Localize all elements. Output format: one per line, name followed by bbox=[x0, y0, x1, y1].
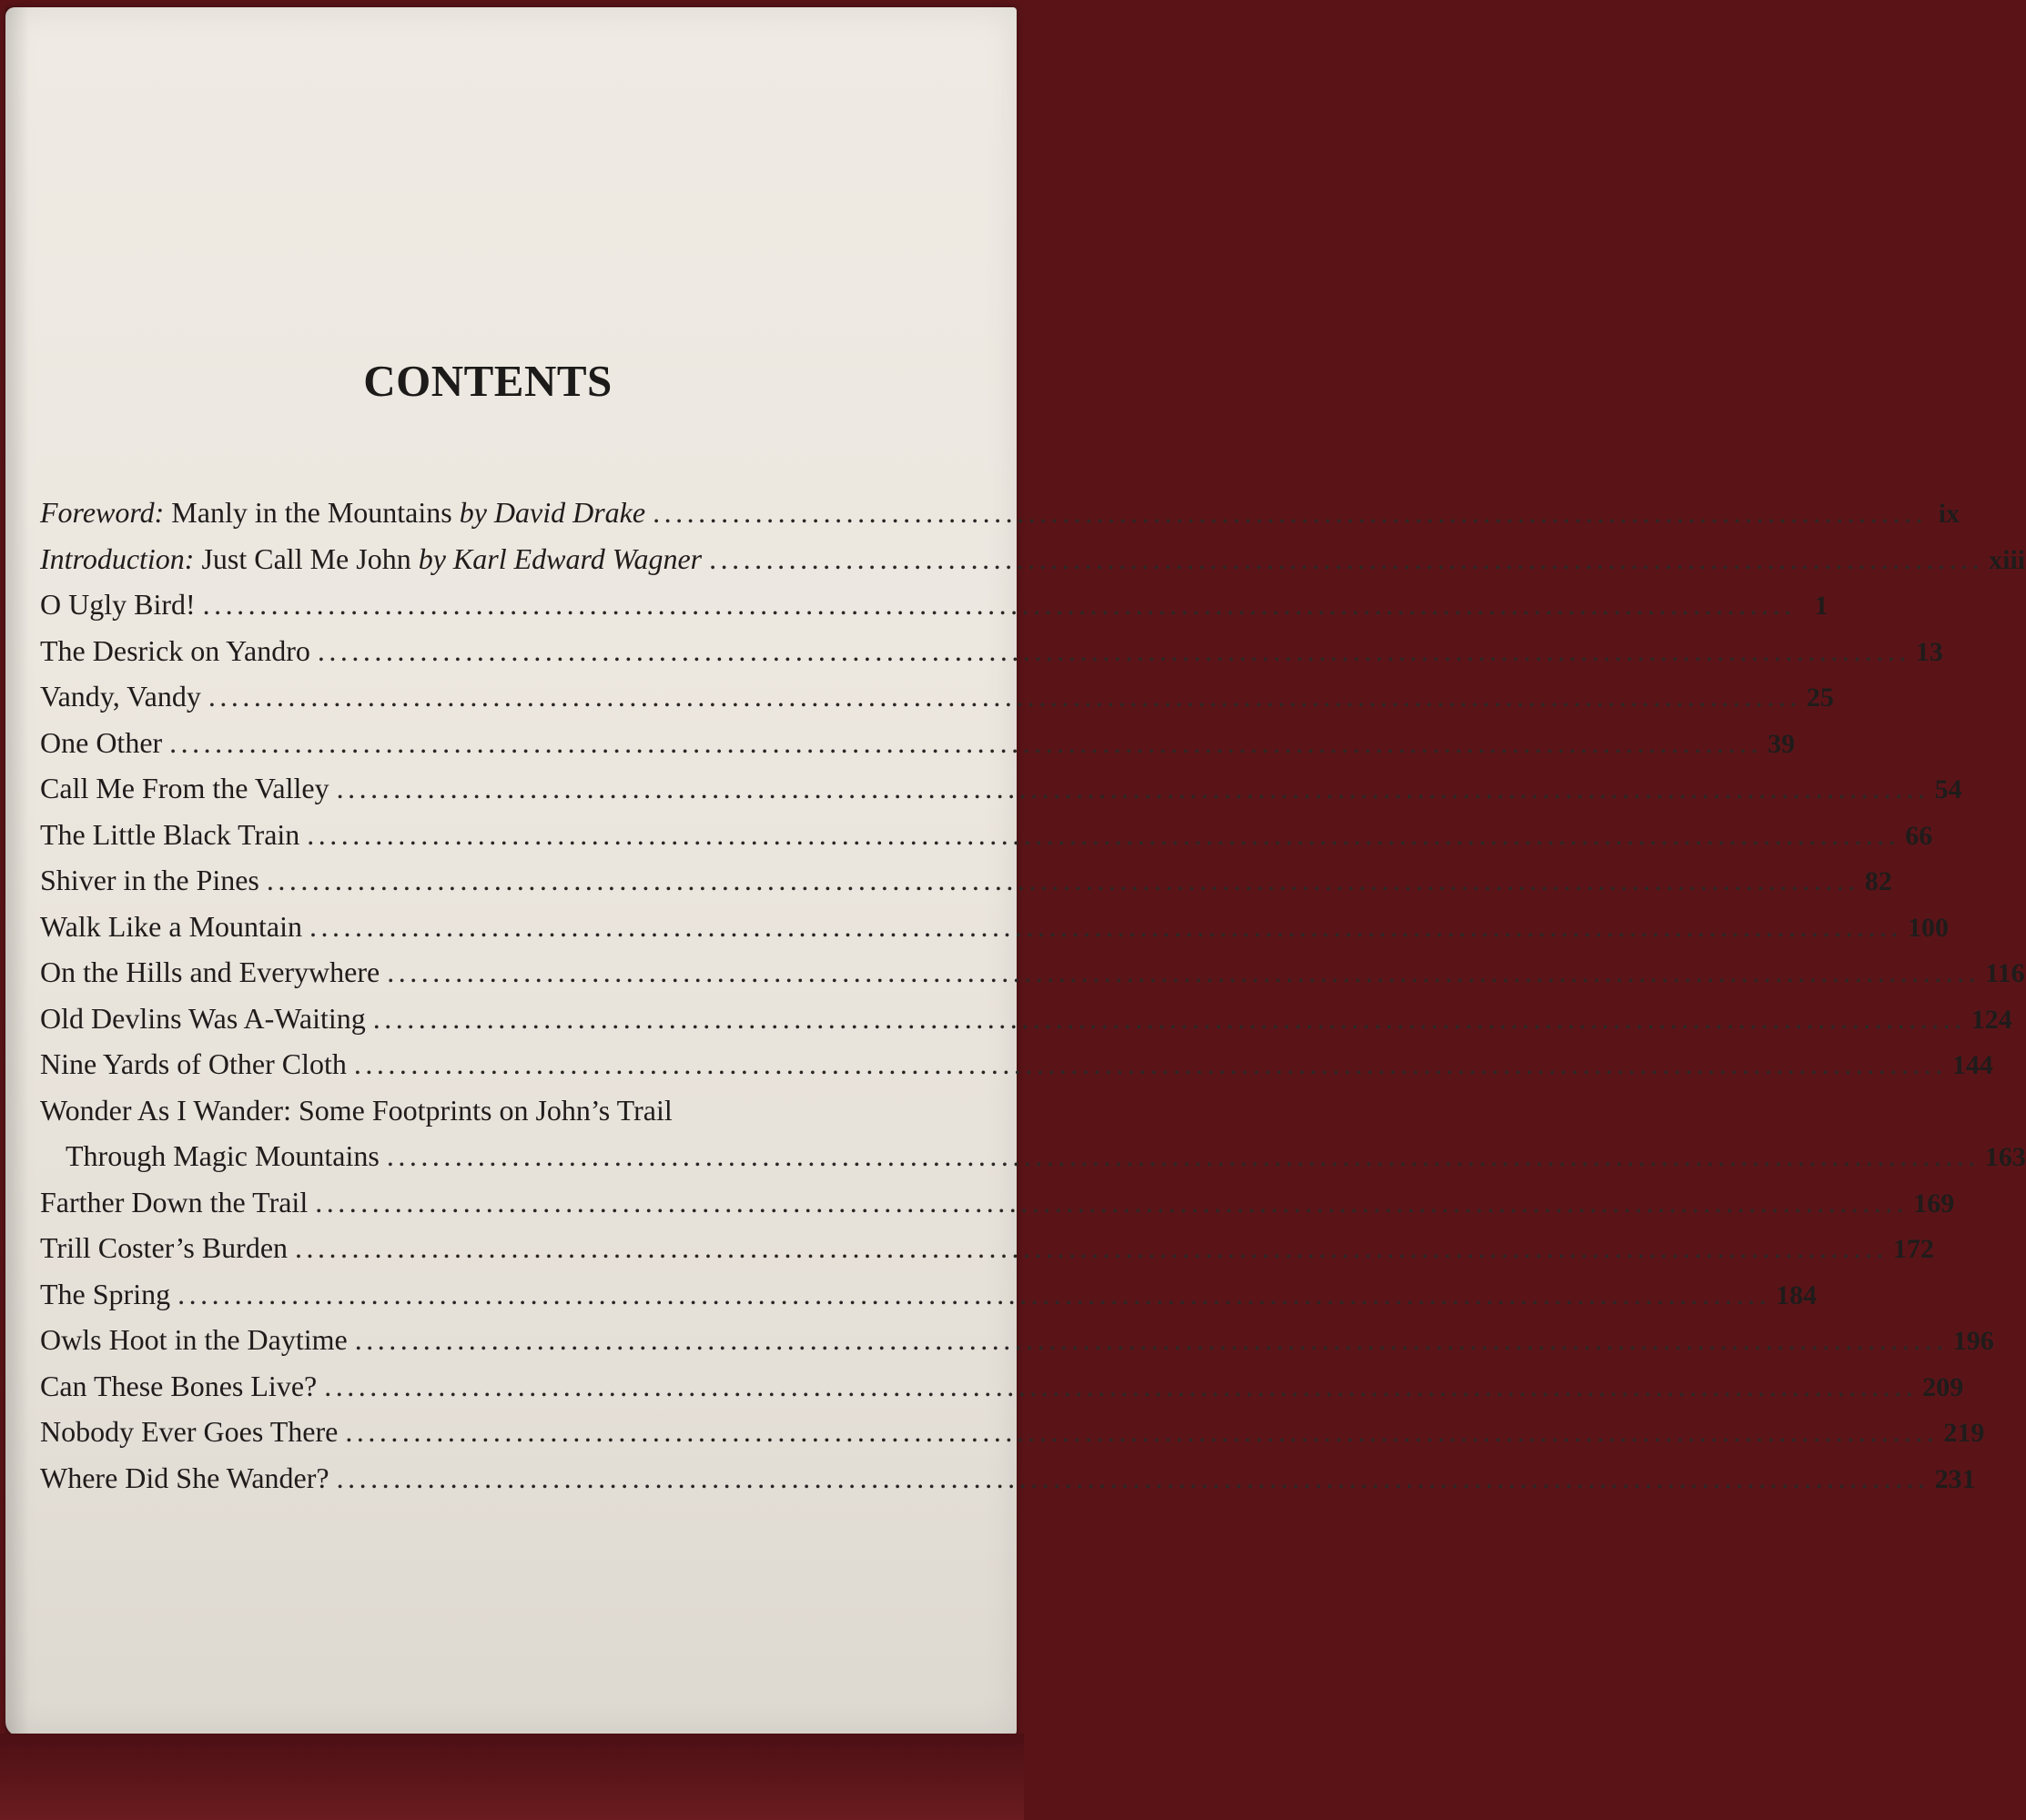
toc-page-number: 100 bbox=[1908, 912, 1950, 943]
toc-entry-author: Karl Edward Wagner bbox=[452, 541, 703, 575]
dot-leader: ............................................................................................................................................ bbox=[208, 680, 1801, 713]
toc-entry-title: The Desrick on Yandro bbox=[40, 633, 310, 667]
toc-entry-title: Call Me From the Valley bbox=[40, 772, 329, 804]
toc-page-number: 231 bbox=[1934, 1463, 1976, 1494]
book-page bbox=[5, 7, 2026, 1736]
toc-entry bbox=[40, 812, 1933, 858]
dot-leader: ............................................................................................................................................ bbox=[354, 1323, 1948, 1356]
toc-entry bbox=[40, 1225, 1935, 1271]
toc-page-number: 172 bbox=[1893, 1234, 1935, 1264]
toc-page-number: 209 bbox=[1922, 1371, 1964, 1402]
contents-heading: CONTENTS bbox=[363, 356, 613, 406]
toc-page-number: ix bbox=[1938, 499, 1960, 529]
toc-page-number: 1 bbox=[1814, 591, 1828, 621]
toc-entry-author: David Drake bbox=[493, 496, 646, 529]
toc-entry-title: Owls Hoot in the Daytime bbox=[40, 1323, 348, 1356]
toc-entry bbox=[40, 765, 1962, 812]
dot-leader: ............................................................................................................................................ bbox=[169, 725, 1763, 759]
toc-entry-title: Wonder As I Wander: Some Footprints on John’s Trail bbox=[40, 1093, 673, 1127]
toc-entry-title: Nine Yards of Other Cloth bbox=[40, 1047, 347, 1080]
toc-entry bbox=[40, 1271, 1818, 1318]
toc-entry-title: The Little Black Train bbox=[40, 817, 300, 851]
toc-entry-title: Just Call Me John bbox=[201, 541, 411, 575]
toc-entry-title: Where Did She Wander? bbox=[40, 1461, 329, 1494]
toc-entry bbox=[40, 673, 1834, 720]
dot-leader: ............................................................................................................................................ bbox=[353, 1047, 1947, 1080]
toc-entry bbox=[40, 857, 1892, 904]
dot-leader: ............................................................................................................................................ bbox=[317, 633, 1910, 667]
toc-entry bbox=[40, 1179, 1955, 1226]
toc-page-number: 116 bbox=[1985, 958, 2025, 988]
toc-page-number: 169 bbox=[1913, 1188, 1955, 1218]
toc-page-number: 196 bbox=[1952, 1326, 1994, 1356]
toc-entry bbox=[40, 996, 2012, 1042]
toc-entry-label: Foreword: bbox=[40, 496, 165, 529]
toc-page-number: 25 bbox=[1806, 682, 1834, 713]
dot-leader: ............................................................................................................................................ bbox=[386, 1139, 1980, 1172]
dot-leader: ............................................................................................................................................ bbox=[309, 909, 1903, 943]
toc-page-number: 144 bbox=[1951, 1050, 1993, 1080]
toc-entry-title: Vandy, Vandy bbox=[40, 680, 201, 713]
toc-entry-title: Manly in the Mountains bbox=[171, 496, 452, 529]
toc-entry-title: Through Magic Mountains bbox=[66, 1139, 380, 1172]
toc-entry-by: by bbox=[418, 541, 446, 575]
dot-leader: ............................................................................................................................................ bbox=[177, 1277, 1771, 1310]
dot-leader: ............................................................................................................................................ bbox=[336, 1461, 1930, 1494]
toc-entry-introduction bbox=[40, 536, 2026, 582]
toc-page-number: 54 bbox=[1934, 774, 1962, 804]
toc-page-number: xiii bbox=[1989, 544, 2026, 575]
toc-entry-label: Introduction: bbox=[40, 541, 195, 575]
toc-page-number: 124 bbox=[1970, 1004, 2012, 1035]
dot-leader: ................................................................................................................ bbox=[653, 496, 1928, 529]
toc-entry-title: Can These Bones Live? bbox=[40, 1369, 318, 1402]
toc-entry-title: Farther Down the Trail bbox=[40, 1185, 309, 1218]
toc-entry-title: One Other bbox=[40, 725, 163, 759]
dot-leader: ............................................................................................................................................ bbox=[387, 956, 1980, 988]
toc-page-number: 13 bbox=[1915, 636, 1943, 667]
toc-entry-title: Shiver in the Pines bbox=[40, 864, 259, 896]
toc-page-number: 39 bbox=[1768, 728, 1796, 759]
toc-page-number: 82 bbox=[1864, 866, 1892, 896]
dot-leader: ............................................................................................................................................ bbox=[372, 1001, 1966, 1035]
toc-entry-title: Trill Coster’s Burden bbox=[40, 1231, 289, 1264]
toc-entry-title: O Ugly Bird! bbox=[40, 588, 196, 621]
dot-leader: ............................................................................................................................................ bbox=[345, 1415, 1939, 1448]
toc-entry bbox=[40, 1455, 1976, 1502]
toc-entry bbox=[40, 581, 1828, 628]
toc-entry bbox=[40, 628, 1943, 674]
toc-page-number: 163 bbox=[1984, 1142, 2026, 1172]
toc-entry bbox=[40, 1317, 1994, 1363]
toc-entry-title: Nobody Ever Goes There bbox=[40, 1415, 339, 1448]
toc-entry bbox=[40, 1363, 1964, 1410]
dot-leader: ............................................................................................................................................ bbox=[266, 864, 1859, 896]
toc-entry bbox=[40, 720, 1796, 766]
dot-leader: ............................................................................................................................................ bbox=[295, 1231, 1889, 1264]
toc-entry-title: The Spring bbox=[40, 1277, 171, 1310]
toc-entry-by: by bbox=[459, 496, 487, 529]
toc-page-number: 66 bbox=[1905, 820, 1933, 851]
toc-page-number: 184 bbox=[1776, 1279, 1818, 1310]
toc-entry-title: Walk Like a Mountain bbox=[40, 909, 303, 943]
toc-entry-title: On the Hills and Everywhere bbox=[40, 956, 380, 988]
book-cover-edge bbox=[0, 1734, 1024, 1820]
dot-leader: ............................................................................................................................................ bbox=[315, 1185, 1909, 1218]
dot-leader: ............................................................................................................................................ bbox=[324, 1369, 1918, 1402]
toc-entry-foreword bbox=[40, 490, 1960, 536]
dot-leader: ................................................................................................................ bbox=[709, 541, 1984, 575]
toc-entry bbox=[40, 1041, 1993, 1087]
table-of-contents bbox=[40, 490, 2026, 1501]
dot-leader: ............................................................................................................................................ bbox=[336, 772, 1930, 804]
toc-entry bbox=[40, 904, 1950, 950]
toc-entry bbox=[40, 1133, 2026, 1179]
toc-page-number: 219 bbox=[1943, 1418, 1985, 1448]
dot-leader: ............................................................................................................................................ bbox=[202, 588, 1796, 621]
toc-entry bbox=[40, 949, 2025, 996]
dot-leader: ............................................................................................................................................ bbox=[307, 817, 1900, 851]
toc-entry bbox=[40, 1087, 991, 1134]
toc-entry bbox=[40, 1409, 1985, 1455]
toc-entry-title: Old Devlins Was A-Waiting bbox=[40, 1001, 366, 1035]
